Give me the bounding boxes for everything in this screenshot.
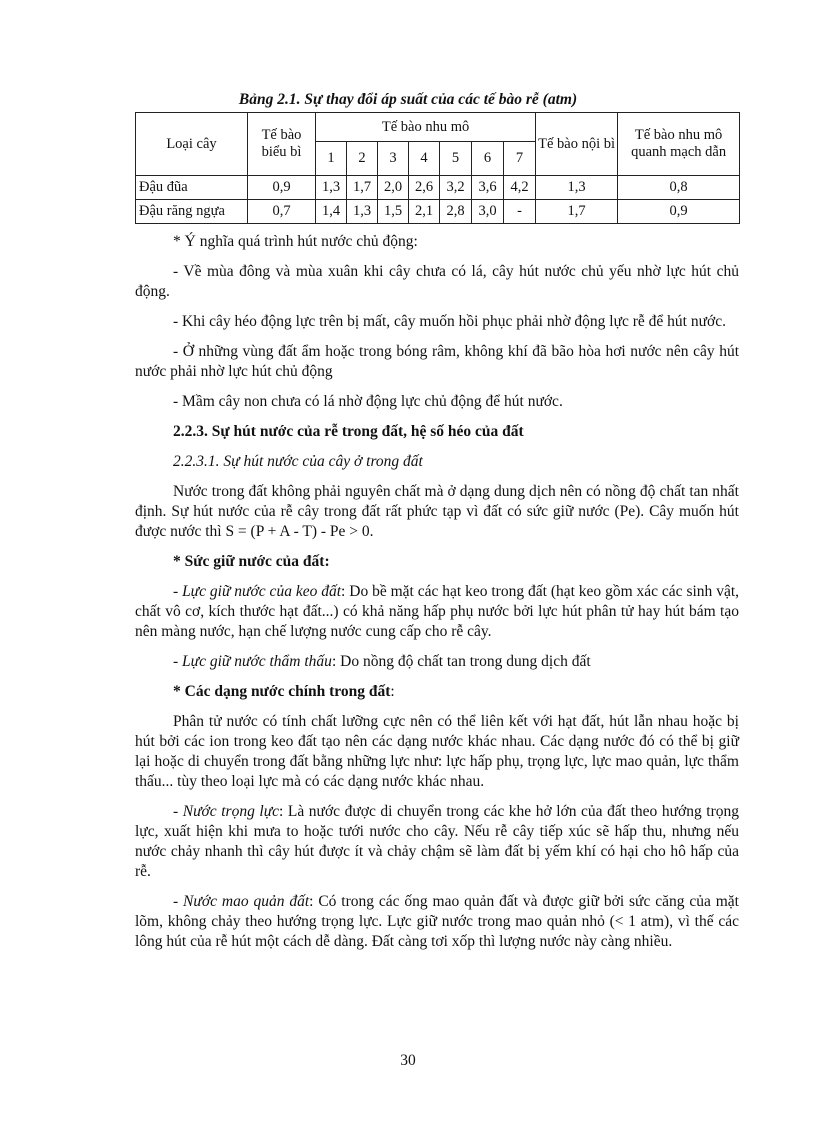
table-row: [136, 176, 740, 200]
dash: -: [173, 803, 183, 820]
header-epidermis: Tế bào biểu bì: [248, 113, 316, 176]
paragraph: [135, 802, 739, 882]
header-plant: Loại cây: [136, 113, 248, 176]
row-plant: Đậu đũa: [136, 176, 248, 200]
row-parenchyma-value: 2,6: [409, 176, 440, 200]
pressure-table: [135, 112, 740, 224]
row-epidermis: 0,9: [248, 176, 316, 200]
definition: : Do nồng độ chất tan trong dung dịch đất: [331, 653, 591, 670]
row-epidermis: 0,7: [248, 200, 316, 224]
definition: : Do bề mặt các hạt keo trong đất (hạt keo gồm xác các sinh vật, chất vô cơ, kích thước hạt đất...) có khả năng hấp phụ nước bởi lực hút phân tử hay hút bám tạo nên màng nước, hạn chế lượng nước cung cấp cho rễ cây.: [135, 583, 740, 640]
dash: -: [173, 583, 183, 600]
table-row: [136, 200, 740, 224]
term: Nước mao quản đất: [183, 893, 310, 910]
row-parenchyma-value: 3,6: [472, 176, 504, 200]
header-parenchyma: Tế bào nhu mô: [316, 113, 536, 142]
row-parenchyma-value: 1,5: [378, 200, 409, 224]
table-header-row: [136, 113, 740, 142]
dash: -: [173, 893, 184, 910]
row-parenchyma-value: -: [504, 200, 536, 224]
parenchyma-col: 1: [316, 142, 347, 176]
parenchyma-col: 3: [378, 142, 409, 176]
definition: : Có trong các ống mao quản đất và được giữ bởi sức căng của mặt lõm, không chảy theo hướng trọng lực. Lực giữ nước trong mao quản nhỏ (< 1 atm), vì thế các lông hút của rễ hút một cách dễ dàng. Đất càng tơi xốp thì lượng nước này càng nhiều.: [135, 893, 739, 950]
row-parenchyma-value: 1,4: [316, 200, 347, 224]
row-parenchyma-value: 1,7: [347, 176, 378, 200]
row-parenchyma-value: 2,1: [409, 200, 440, 224]
row-parenchyma-value: 3,0: [472, 200, 504, 224]
paragraph: - Mầm cây non chưa có lá nhờ động lực chủ động để hút nước.: [173, 393, 563, 410]
row-endodermis: 1,3: [536, 176, 618, 200]
paragraph: Phân tử nước có tính chất lưỡng cực nên có thể liên kết với hạt đất, hút lẫn nhau hoặc bị hút bởi các ion trong keo đất tạo nên các dạng nước khác nhau. Các dạng nước đó có thể bị giữ lại hoặc di chuyển trong đất bằng những lực như: lực hấp phụ, trọng lực, lực mao quản, lực thẩm thấu... tùy theo loại lực mà có các dạng nước khác nhau.: [135, 713, 739, 790]
row-parenchyma-value: 1,3: [316, 176, 347, 200]
term: Lực giữ nước của keo đất: [182, 583, 342, 600]
paragraph: - Về mùa đông và mùa xuân khi cây chưa có lá, cây hút nước chủ yếu nhờ lực hút chủ động.: [135, 263, 739, 300]
paragraph: - Ở những vùng đất ẩm hoặc trong bóng râm, không khí đã bão hòa hơi nước nên cây hút nước phải nhờ lực hút chủ động: [135, 343, 739, 380]
paragraph: [135, 892, 739, 952]
row-plant: Đậu răng ngựa: [136, 200, 248, 224]
paragraph: * Ý nghĩa quá trình hút nước chủ động:: [173, 233, 418, 250]
row-parenchyma-value: 2,8: [440, 200, 472, 224]
term: Nước trọng lực: [182, 803, 280, 820]
page-number: 30: [400, 1052, 416, 1069]
heading-colon: :: [390, 683, 395, 700]
row-parenchyma-value: 4,2: [504, 176, 536, 200]
row-endodermis: 1,7: [536, 200, 618, 224]
table-caption: Bảng 2.1. Sự thay đổi áp suất của các tế bào rễ (atm): [238, 91, 578, 108]
parenchyma-col: 5: [440, 142, 472, 176]
row-vascular: 0,9: [618, 200, 740, 224]
body-text: [135, 232, 739, 962]
paragraph: Nước trong đất không phải nguyên chất mà ở dạng dung dịch nên có nồng độ chất tan nhất định. Sự hút nước của rễ cây trong đất rất phức tạp vì đất có sức giữ nước (Pe). Cây muốn hút được nước thì S = (P + A - T) - Pe > 0.: [135, 483, 739, 540]
parenchyma-col: 4: [409, 142, 440, 176]
row-parenchyma-value: 1,3: [347, 200, 378, 224]
parenchyma-col: 7: [504, 142, 536, 176]
paragraph: - Khi cây héo động lực trên bị mất, cây muốn hồi phục phải nhờ động lực rễ để hút nước.: [173, 313, 726, 330]
term: Lực giữ nước thẩm thấu: [182, 653, 332, 670]
header-endodermis: Tế bào nội bì: [536, 113, 618, 176]
heading-text: * Các dạng nước chính trong đất: [173, 683, 391, 700]
header-vascular: Tế bào nhu mô quanh mạch dẫn: [618, 113, 740, 176]
parenchyma-col: 6: [472, 142, 504, 176]
subsection-heading: 2.2.3.1. Sự hút nước của cây ở trong đất: [173, 453, 423, 470]
row-parenchyma-value: 3,2: [440, 176, 472, 200]
parenchyma-col: 2: [347, 142, 378, 176]
row-parenchyma-value: 2,0: [378, 176, 409, 200]
row-vascular: 0,8: [618, 176, 740, 200]
definition: : Là nước được di chuyển trong các khe hở lớn của đất theo hướng trọng lực, xuất hiện khi mưa to hoặc tưới nước cho cây. Nếu rễ cây tiếp xúc sẽ hấp thu, nhưng nếu nước chảy nhanh thì cây hút được ít và chảy chậm sẽ làm đất bị yếm khí có hại cho hô hấp của rễ.: [135, 803, 739, 880]
paragraph: [135, 652, 739, 672]
topic-heading: * Sức giữ nước của đất:: [173, 553, 330, 570]
section-heading: 2.2.3. Sự hút nước của rễ trong đất, hệ số héo của đất: [173, 423, 524, 440]
topic-heading: [135, 682, 739, 702]
paragraph: [135, 582, 739, 642]
dash: -: [173, 653, 183, 670]
